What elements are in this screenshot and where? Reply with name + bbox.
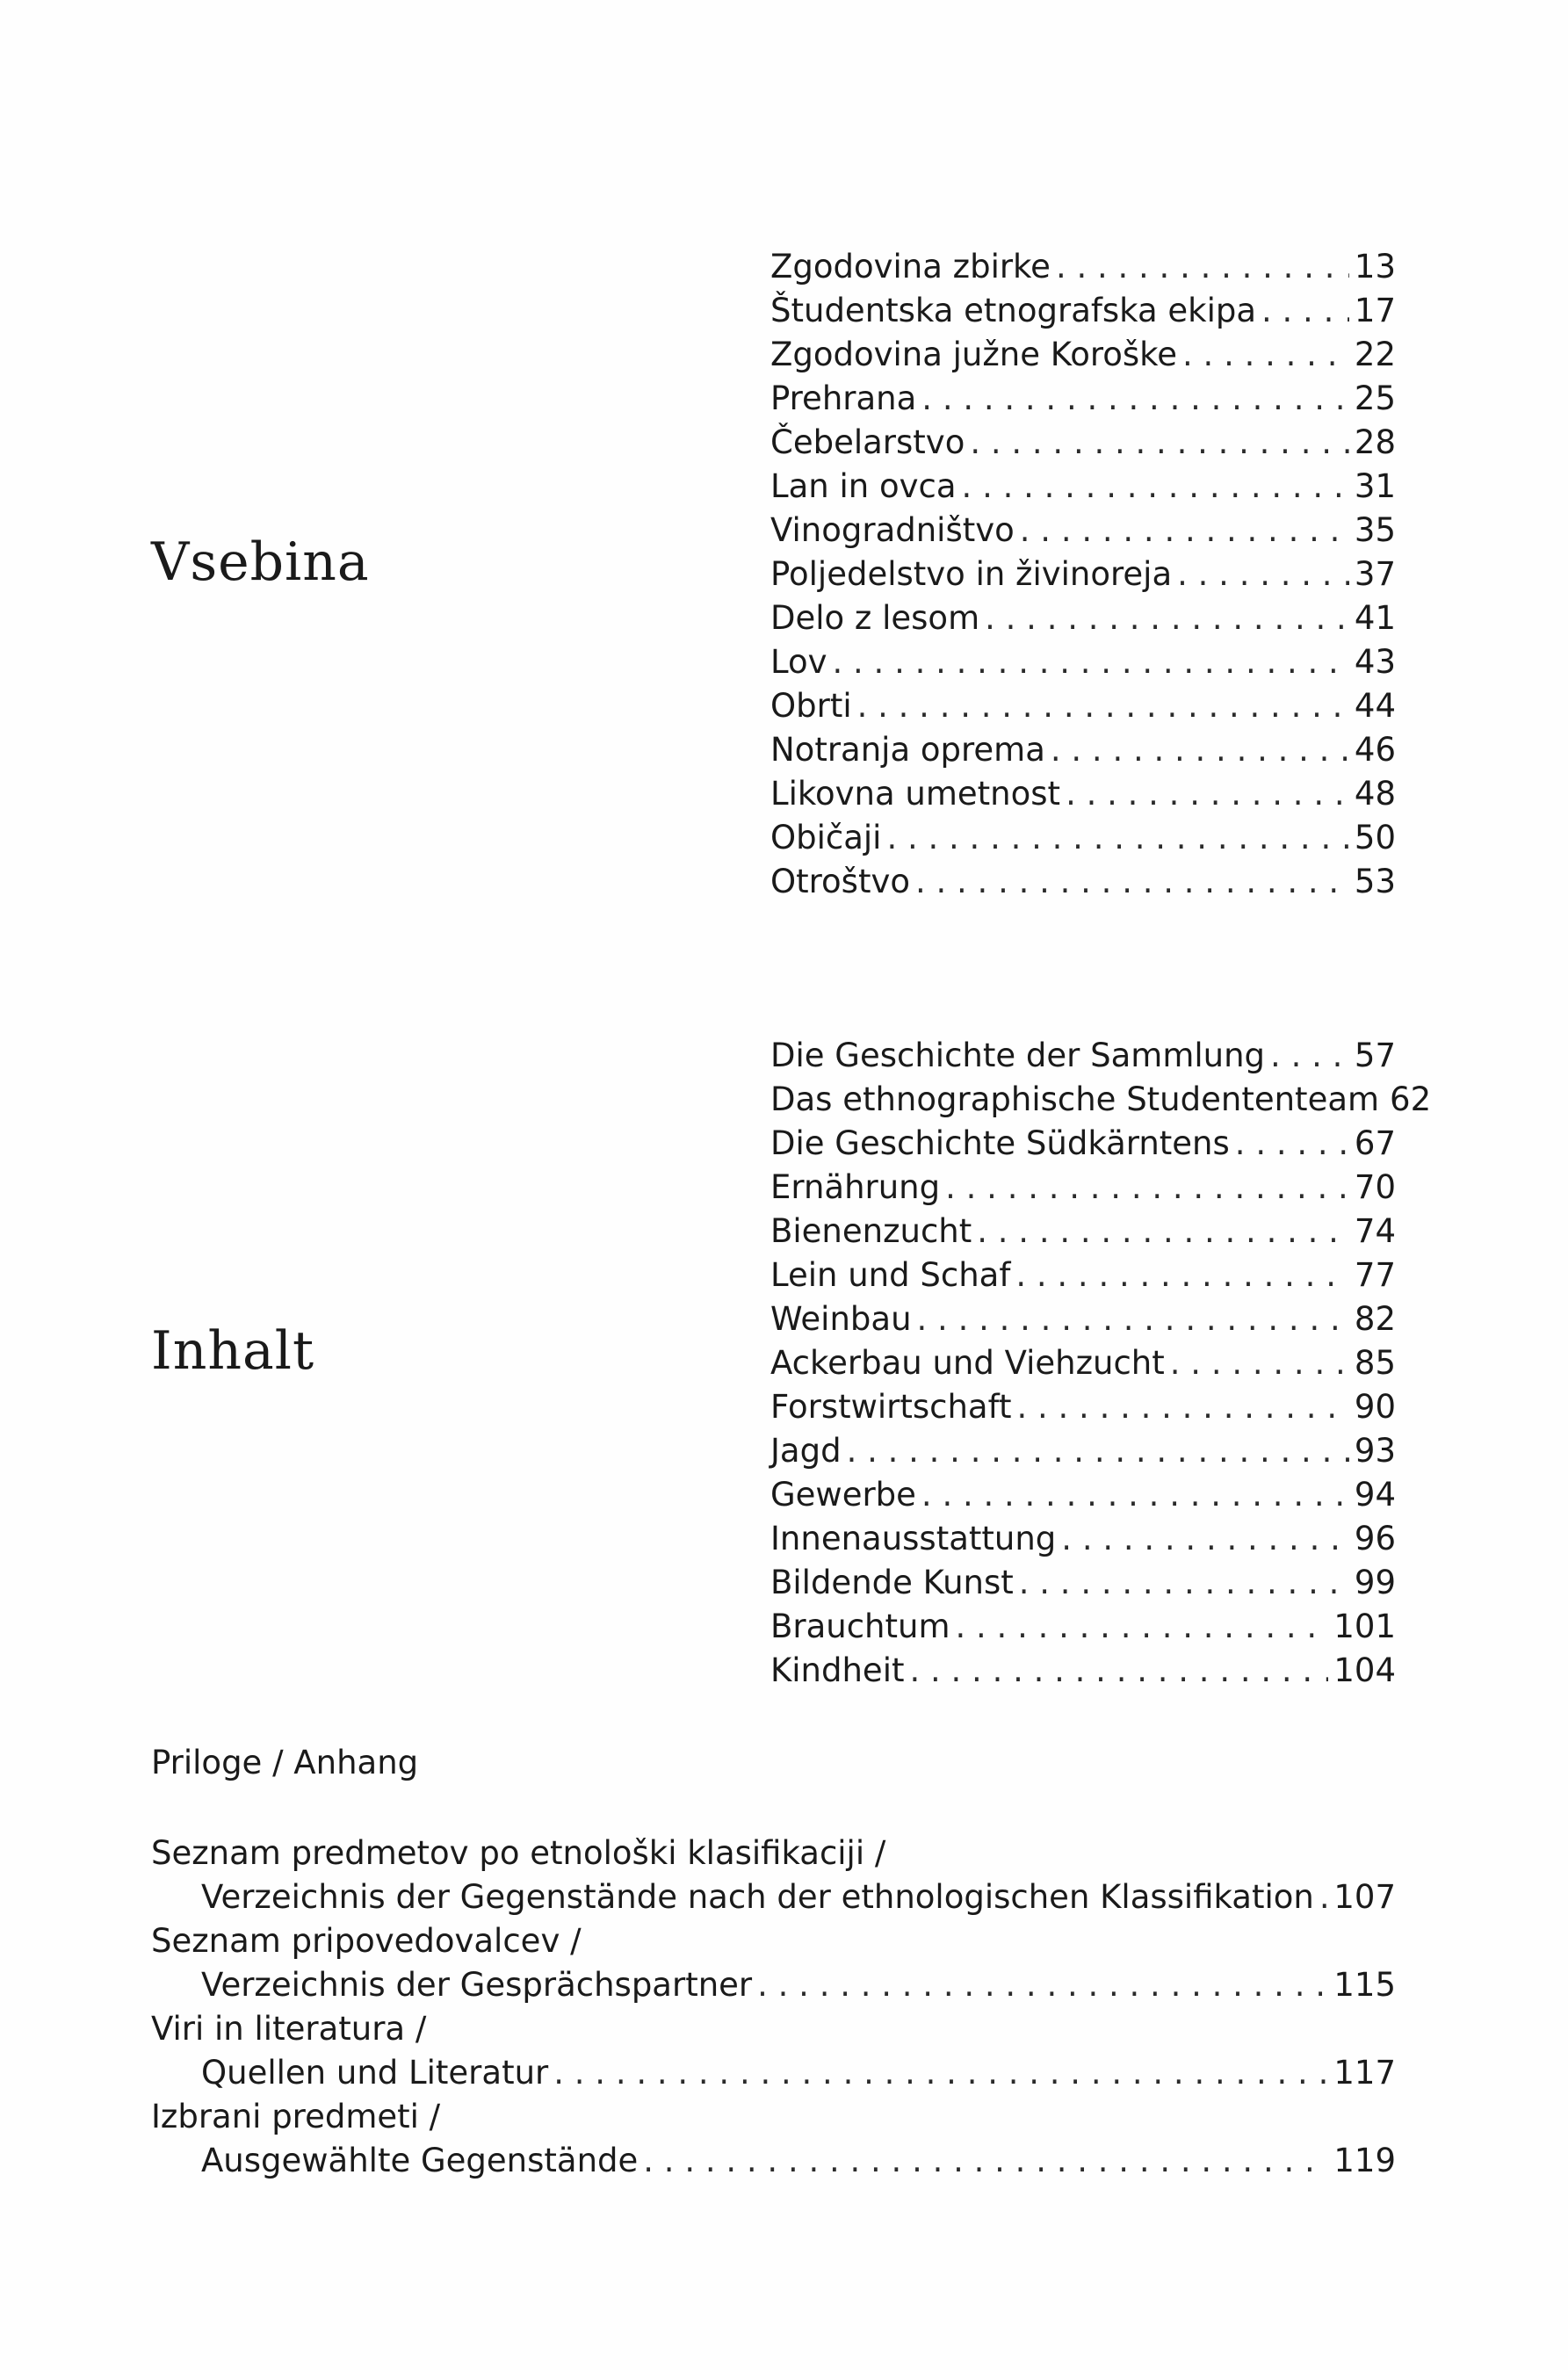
- appendix-entry-page: 119: [1333, 2142, 1396, 2179]
- toc-entry-title: Ernährung: [770, 1168, 941, 1206]
- toc-entry-page: 104: [1333, 1651, 1396, 1689]
- toc-entry-page: 31: [1354, 467, 1396, 505]
- toc-entry-title: Običaji: [770, 819, 882, 856]
- toc-entry: [770, 1605, 1396, 1649]
- toc-entry-title: Študentska etnografska ekipa: [770, 292, 1257, 329]
- toc-entry: [770, 245, 1396, 289]
- toc-entry-title: Das ethnographische Studententeam: [770, 1080, 1380, 1118]
- dot-leader: [1020, 509, 1349, 553]
- toc-entry-title: Forstwirtschaft: [770, 1388, 1012, 1426]
- appendix-entry-page: 107: [1333, 1878, 1396, 1916]
- toc-entry-page: 90: [1354, 1388, 1396, 1426]
- toc-entry: [770, 1078, 1432, 1122]
- toc-entry: [770, 465, 1396, 509]
- toc-entry-title: Ackerbau und Viehzucht: [770, 1344, 1165, 1382]
- toc-entry-title: Notranja oprema: [770, 731, 1045, 769]
- toc-entry: [770, 684, 1396, 728]
- dot-leader: [553, 2051, 1328, 2095]
- toc-entry-title: Poljedelstvo in živinoreja: [770, 555, 1173, 593]
- dot-leader: [643, 2139, 1328, 2183]
- appendix-entry-german: Quellen und Literatur: [201, 2054, 549, 2092]
- dot-leader: [1261, 289, 1349, 333]
- toc-entry: [770, 509, 1396, 553]
- toc-entry-page: 53: [1354, 863, 1396, 900]
- toc-entry-page: 93: [1354, 1432, 1396, 1470]
- toc-entry-page: 62: [1390, 1080, 1432, 1118]
- toc-entry-title: Vinogradništvo: [770, 511, 1015, 549]
- toc-entry-page: 13: [1354, 248, 1396, 285]
- toc-entry-page: 70: [1354, 1168, 1396, 1206]
- appendix-list: [151, 1832, 1396, 2183]
- toc-entry: [770, 289, 1396, 333]
- toc-entry: [770, 1517, 1396, 1561]
- toc-entry: [770, 1341, 1396, 1385]
- toc-entry: [770, 1166, 1396, 1210]
- toc-entry-title: Kindheit: [770, 1651, 905, 1689]
- toc-entry-title: Likovna umetnost: [770, 775, 1061, 813]
- toc-entry: [770, 1649, 1396, 1693]
- toc-entry: [770, 1254, 1396, 1297]
- dot-leader: [977, 1210, 1349, 1254]
- dot-leader: [915, 860, 1349, 904]
- toc-entry-title: Die Geschichte Südkärntens: [770, 1124, 1230, 1162]
- toc-entry-page: 44: [1354, 687, 1396, 725]
- dot-leader: [962, 465, 1349, 509]
- toc-entry: [770, 553, 1396, 596]
- toc-entry-page: 37: [1354, 555, 1396, 593]
- appendix-entry-german: Verzeichnis der Gesprächspartner: [201, 1966, 753, 2004]
- toc-entry-title: Lein und Schaf: [770, 1256, 1011, 1294]
- toc-entry-page: 43: [1354, 643, 1396, 681]
- dot-leader: [1016, 1385, 1348, 1429]
- dot-leader: [1170, 1341, 1349, 1385]
- toc-entry-title: Die Geschichte der Sammlung: [770, 1037, 1266, 1074]
- appendix-entry-german: Ausgewählte Gegenstände: [201, 2142, 639, 2179]
- appendix-entry-german-row: [151, 2139, 1396, 2183]
- toc-entry: [770, 816, 1396, 860]
- toc-entry-page: 28: [1354, 423, 1396, 461]
- appendix-entry-slovene: Seznam predmetov po etnološki klasifikaciji /: [151, 1834, 886, 1872]
- toc-entry-page: 25: [1354, 379, 1396, 417]
- toc-entry: [770, 1210, 1396, 1254]
- toc-entry-page: 101: [1333, 1608, 1396, 1645]
- toc-entry: [770, 728, 1396, 772]
- toc-entry-page: 77: [1354, 1256, 1396, 1294]
- toc-entry: [770, 421, 1396, 465]
- toc-entry: [770, 596, 1396, 640]
- toc-entry-title: Bildende Kunst: [770, 1564, 1014, 1601]
- toc-entry-page: 82: [1354, 1300, 1396, 1338]
- toc-entry-page: 74: [1354, 1212, 1396, 1250]
- toc-entry-page: 22: [1354, 336, 1396, 373]
- toc-entry-title: Lan in ovca: [770, 467, 957, 505]
- toc-entry-page: 46: [1354, 731, 1396, 769]
- dot-leader: [945, 1166, 1349, 1210]
- toc-entry: [770, 860, 1396, 904]
- dot-leader: [1061, 1517, 1349, 1561]
- toc-entry: [770, 1429, 1396, 1473]
- toc-entry-title: Bienenzucht: [770, 1212, 972, 1250]
- dot-leader: [1015, 1254, 1349, 1297]
- appendix-entry: [151, 2007, 1396, 2095]
- toc-entry: [770, 377, 1396, 421]
- toc-entry: [770, 333, 1396, 377]
- toc-entry-page: 57: [1354, 1037, 1396, 1074]
- section-title-inhalt: Inhalt: [151, 1320, 315, 1382]
- appendix-entry: [151, 1832, 1396, 1919]
- toc-entry-title: Lov: [770, 643, 827, 681]
- appendix-entry-slovene: Izbrani predmeti /: [151, 2098, 441, 2135]
- toc-entry-page: 41: [1354, 599, 1396, 637]
- toc-entry: [770, 1561, 1396, 1605]
- dot-leader: [917, 1297, 1349, 1341]
- dot-leader: [1066, 772, 1349, 816]
- toc-entry-title: Otroštvo: [770, 863, 910, 900]
- toc-entry-title: Zgodovina zbirke: [770, 248, 1051, 285]
- dot-leader: [886, 816, 1348, 860]
- toc-entry-title: Jagd: [770, 1432, 842, 1470]
- toc-entry: [770, 1297, 1396, 1341]
- toc-entry-page: 50: [1354, 819, 1396, 856]
- toc-entry: [770, 772, 1396, 816]
- appendix-entry-page: 115: [1333, 1966, 1396, 2004]
- appendix-entry-page: 117: [1333, 2054, 1396, 2092]
- toc-slovene: [770, 245, 1396, 904]
- appendix-entry-german: Verzeichnis der Gegenstände nach der ethnologischen Klassifikation: [201, 1878, 1314, 1916]
- toc-entry-title: Innenausstattung: [770, 1520, 1057, 1557]
- toc-entry: [770, 1473, 1396, 1517]
- dot-leader: [921, 1473, 1349, 1517]
- toc-entry: [770, 640, 1396, 684]
- dot-leader: [956, 1605, 1329, 1649]
- toc-entry-page: 85: [1354, 1344, 1396, 1382]
- dot-leader: [970, 421, 1349, 465]
- toc-german: [770, 1034, 1432, 1693]
- toc-entry-title: Weinbau: [770, 1300, 912, 1338]
- dot-leader: [1235, 1122, 1349, 1166]
- dot-leader: [909, 1649, 1328, 1693]
- toc-entry-title: Zgodovina južne Koroške: [770, 336, 1178, 373]
- dot-leader: [1177, 553, 1349, 596]
- appendix-entry-slovene: Seznam pripovedovalcev /: [151, 1922, 582, 1960]
- dot-leader: [1056, 245, 1349, 289]
- toc-entry-page: 48: [1354, 775, 1396, 813]
- dot-leader: [1182, 333, 1349, 377]
- appendix-entry-german-row: [151, 2051, 1396, 2095]
- dot-leader: [1019, 1561, 1349, 1605]
- section-title-vsebina: Vsebina: [151, 531, 370, 593]
- dot-leader: [857, 684, 1349, 728]
- dot-leader: [1270, 1034, 1349, 1078]
- dot-leader: [757, 1963, 1328, 2007]
- dot-leader: [985, 596, 1349, 640]
- toc-entry-page: 96: [1354, 1520, 1396, 1557]
- dot-leader: [1051, 728, 1349, 772]
- toc-entry-title: Gewerbe: [770, 1476, 916, 1514]
- toc-entry-page: 67: [1354, 1124, 1396, 1162]
- toc-entry-page: 35: [1354, 511, 1396, 549]
- toc-entry-title: Čebelarstvo: [770, 423, 965, 461]
- toc-entry-title: Prehrana: [770, 379, 917, 417]
- appendix-entry-slovene: Viri in literatura /: [151, 2010, 427, 2048]
- toc-entry-title: Delo z lesom: [770, 599, 980, 637]
- toc-entry: [770, 1385, 1396, 1429]
- dot-leader: [1319, 1875, 1329, 1919]
- toc-entry-page: 99: [1354, 1564, 1396, 1601]
- appendix-entry: [151, 1919, 1396, 2007]
- toc-entry-page: 17: [1354, 292, 1396, 329]
- dot-leader: [921, 377, 1349, 421]
- appendix-entry-german-row: [151, 1875, 1396, 1919]
- appendix-entry: [151, 2095, 1396, 2183]
- dot-leader: [847, 1429, 1349, 1473]
- appendix-heading: Priloge / Anhang: [151, 1744, 419, 1781]
- dot-leader: [833, 640, 1349, 684]
- toc-entry: [770, 1122, 1396, 1166]
- toc-entry: [770, 1034, 1396, 1078]
- toc-entry-title: Obrti: [770, 687, 852, 725]
- toc-entry-title: Brauchtum: [770, 1608, 950, 1645]
- toc-entry-page: 94: [1354, 1476, 1396, 1514]
- appendix-entry-german-row: [151, 1963, 1396, 2007]
